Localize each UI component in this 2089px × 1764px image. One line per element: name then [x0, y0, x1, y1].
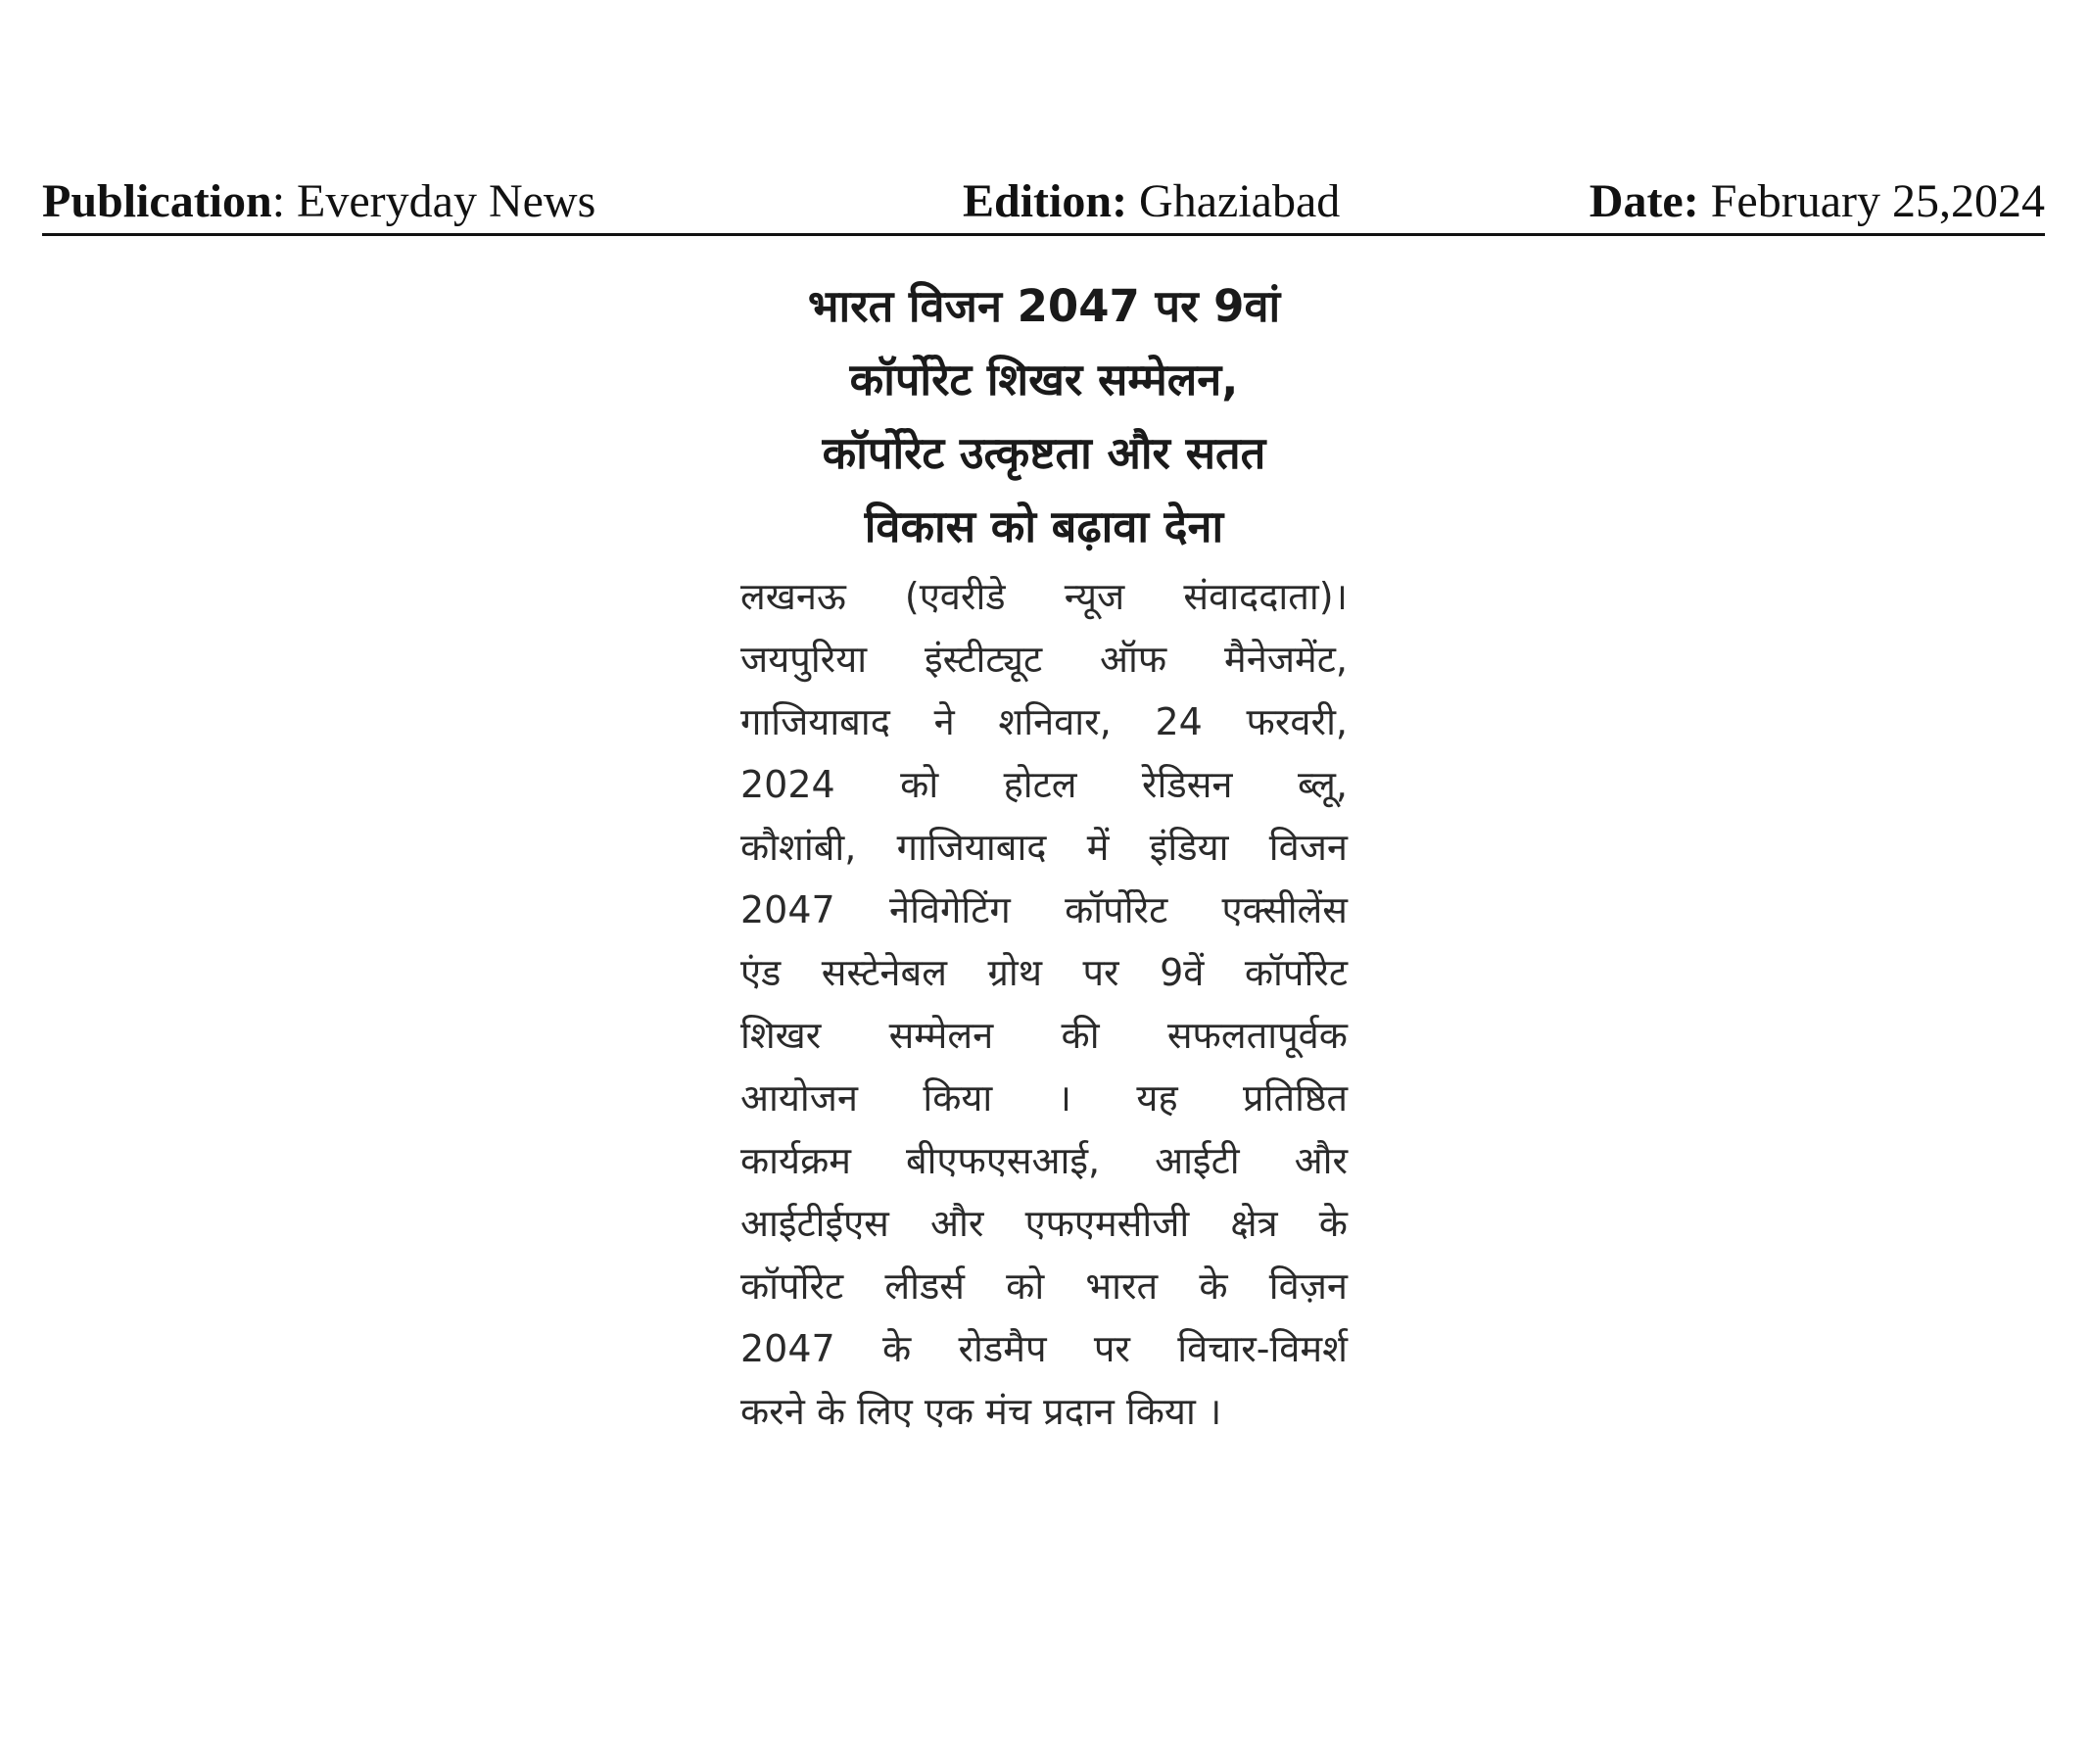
body-line: गाजियाबाद ने शनिवार, 24 फरवरी, [740, 700, 1348, 743]
publication-field [42, 174, 595, 229]
body-line: 2047 के रोडमैप पर विचार-विमर्श [740, 1327, 1348, 1370]
edition-label: Edition: [963, 175, 1128, 227]
body-line: कार्यक्रम बीएफएसआई, आईटी और [740, 1139, 1348, 1182]
body-line: कॉर्पोरेट लीडर्स को भारत के विज़न [740, 1264, 1348, 1308]
publication-label: Publication [42, 175, 272, 227]
body-line: आयोजन किया । यह प्रतिष्ठित [740, 1076, 1348, 1120]
edition-field [963, 174, 1340, 229]
body-line: लखनऊ (एवरीडे न्यूज संवाददाता)। [740, 575, 1348, 618]
date-label: Date: [1589, 175, 1699, 227]
headline-line: भारत विजन 2047 पर 9वां [807, 280, 1281, 332]
headline-line: कॉर्पोरेट उत्कृष्टता और सतत [822, 427, 1266, 479]
date-value: February 25,2024 [1710, 175, 2045, 227]
edition-value: Ghaziabad [1139, 175, 1341, 227]
body-line: 2047 नेविगेटिंग कॉर्पोरेट एक्सीलेंस [740, 888, 1348, 931]
headline-line: विकास को बढ़ावा देना [864, 501, 1224, 552]
body-line: शिखर सम्मेलन की सफलतापूर्वक [740, 1014, 1348, 1057]
publication-separator: : [271, 175, 286, 227]
news-clipping [740, 269, 1348, 1443]
body-line: 2024 को होटल रेडिसन ब्लू, [740, 763, 1348, 806]
article-body [740, 565, 1348, 1443]
body-line: एंड सस्टेनेबल ग्रोथ पर 9वें कॉर्पोरेट [740, 951, 1348, 994]
headline-line: कॉर्पोरेट शिखर सम्मेलन, [849, 354, 1239, 405]
article-headline [740, 269, 1348, 563]
body-line: करने के लिए एक मंच प्रदान किया । [740, 1390, 1222, 1433]
body-line: आईटीईएस और एफएमसीजी क्षेत्र के [740, 1202, 1348, 1245]
body-line: कौशांबी, गाजियाबाद में इंडिया विजन [740, 826, 1348, 869]
body-line: जयपुरिया इंस्टीट्यूट ऑफ मैनेजमेंट, [740, 638, 1348, 681]
publication-value: Everyday News [297, 175, 596, 227]
date-field [1590, 174, 2045, 229]
publication-header [42, 174, 2045, 236]
